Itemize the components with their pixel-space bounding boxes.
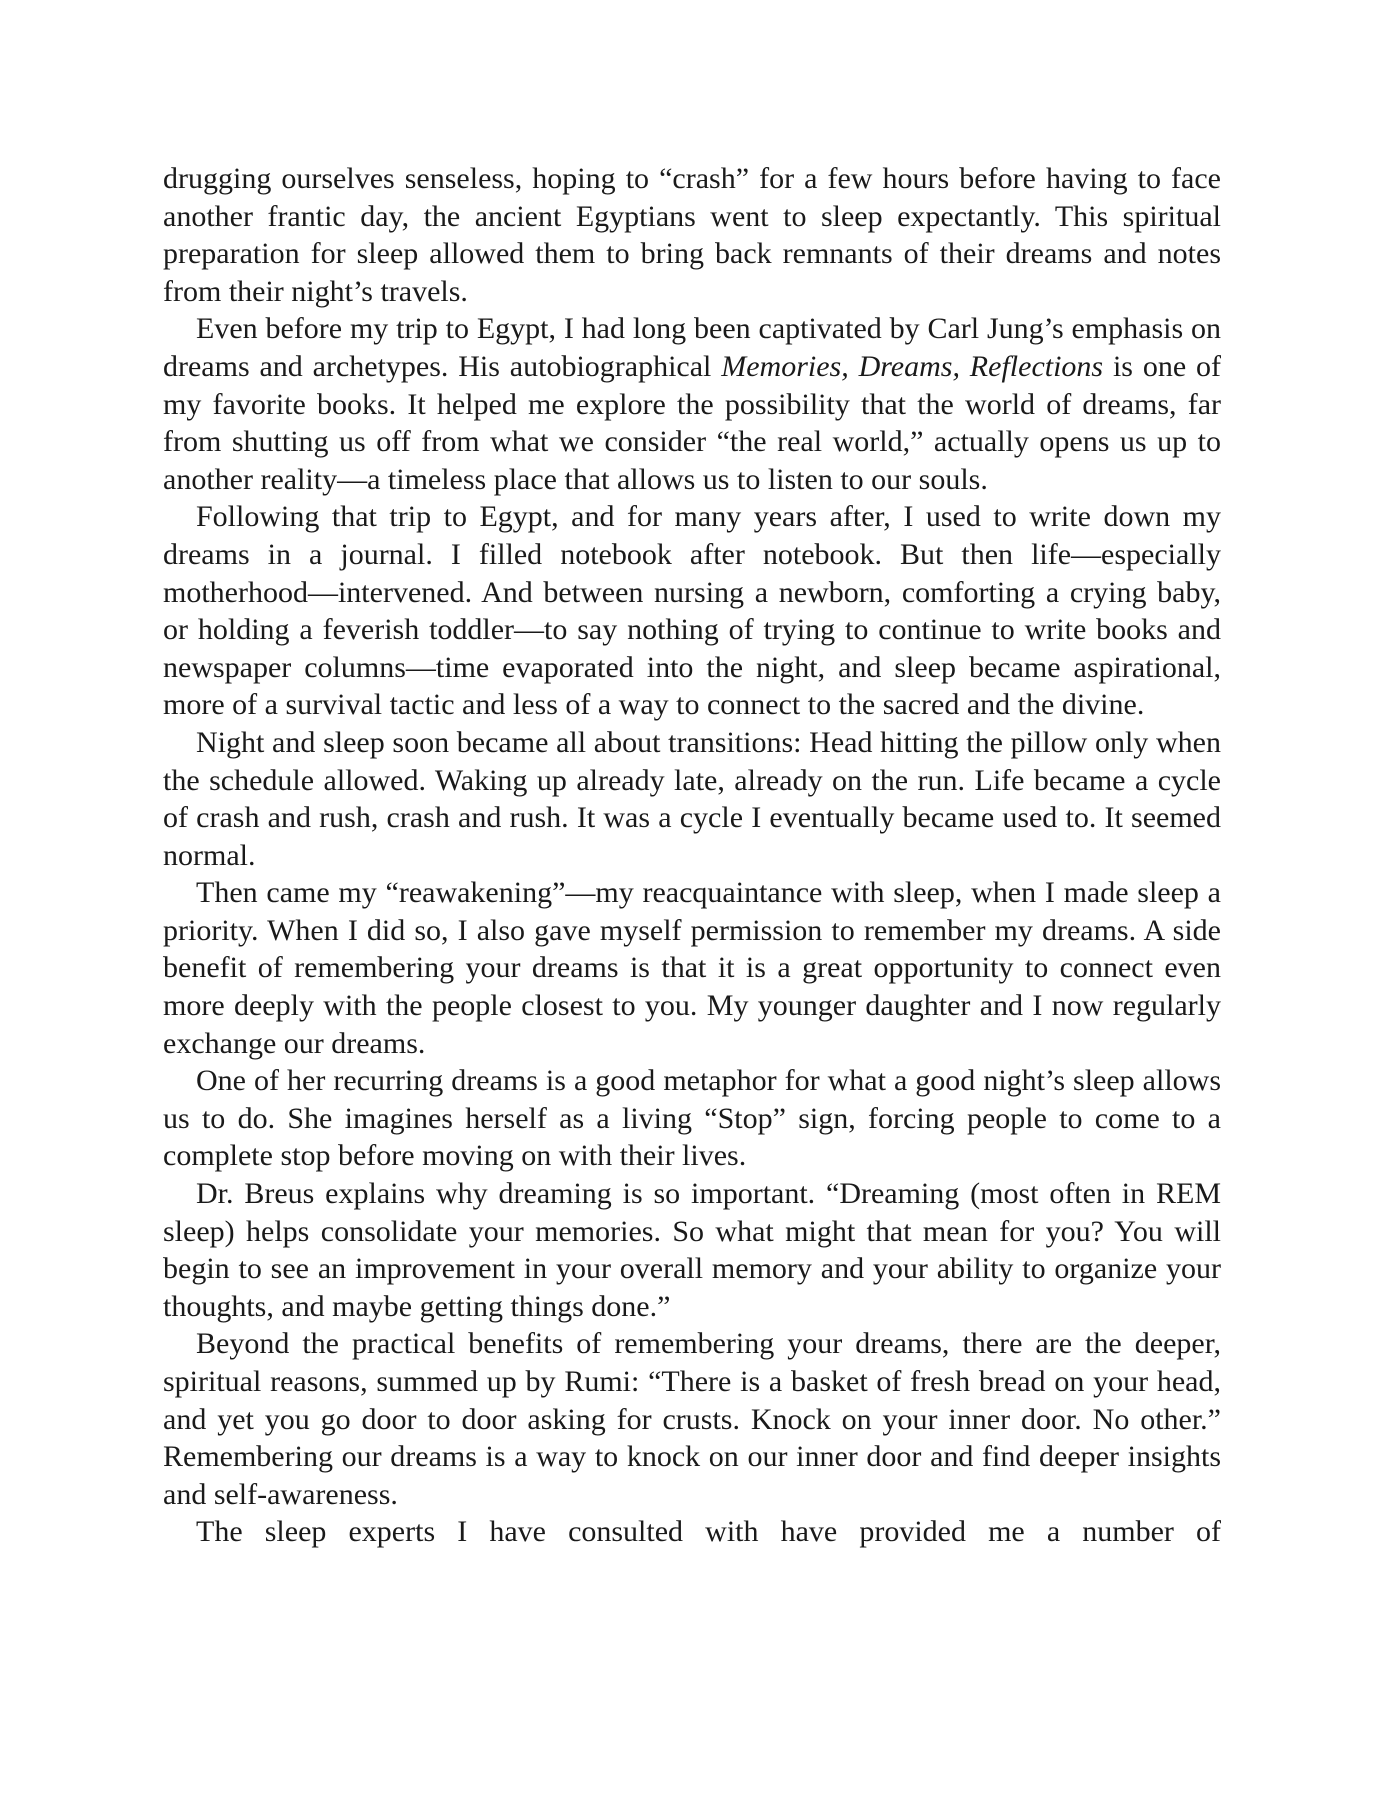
- book-title-memories-dreams-reflections: Memories, Dreams, Reflections: [721, 349, 1104, 383]
- book-page-body: [163, 160, 1221, 1551]
- paragraph-jung-before: Even before my trip to Egypt, I had long been captivated by Carl Jung’s emphasis on dreams and archetypes. His autobiographical: [163, 312, 1221, 383]
- paragraph-continuation: drugging ourselves senseless, hoping to “crash” for a few hours before having to face another frantic day, the ancient Egyptians went to sleep expectantly. This spiritual preparation for sleep allowed them to bring back remnants of their dreams and notes from their night’s travels.: [163, 162, 1221, 308]
- paragraph-journal: Following that trip to Egypt, and for many years after, I used to write down my dreams in a journal. I filled notebook after notebook. But then life—especially motherhood—intervened. And between nursing a newborn, comforting a crying baby, or holding a feverish toddler—to say nothing of trying to continue to write books and newspaper columns—time evaporated into the night, and sleep became aspirational, more of a survival tactic and less of a way to connect to the sacred and the divine.: [163, 500, 1221, 722]
- paragraph-transitions: Night and sleep soon became all about transitions: Head hitting the pillow only when the schedule allowed. Waking up already late, already on the run. Life became a cycle of crash and rush, crash and rush. It was a cycle I eventually became used to. It seemed normal.: [163, 725, 1221, 872]
- paragraph-sleep-experts: The sleep experts I have consulted with have provided me a number of: [196, 1515, 1221, 1549]
- paragraph-reawakening: Then came my “reawakening”—my reacquaintance with sleep, when I made sleep a priority. When I did so, I also gave myself permission to remember my dreams. A side benefit of remembering your dreams is that it is a great opportunity to connect even more deeply with the people closest to you. My younger daughter and I now regularly exchange our dreams.: [163, 876, 1221, 1060]
- paragraph-jung-after: is one of my favorite books. It helped me explore the possibility that the world of dreams, far from shutting us off from what we consider “the real world,” actually opens us up to another reality—a timeless place that allows us to listen to our souls.: [163, 349, 1221, 496]
- paragraph-dr-breus: Dr. Breus explains why dreaming is so important. “Dreaming (most often in REM sleep) helps consolidate your memories. So what might that mean for you? You will begin to see an improvement in your overall memory and your ability to organize your thoughts, and maybe getting things done.”: [163, 1177, 1221, 1323]
- paragraph-jung: [163, 310, 1221, 498]
- paragraph-recurring-dream: One of her recurring dreams is a good metaphor for what a good night’s sleep allows us to do. She imagines herself as a living “Stop” sign, forcing people to come to a complete stop before moving on with their lives.: [163, 1064, 1221, 1173]
- paragraph-rumi: Beyond the practical benefits of remembering your dreams, there are the deeper, spiritual reasons, summed up by Rumi: “There is a basket of fresh bread on your head, and yet you go door to door asking for crusts. Knock on your inner door. No other.” Remembering our dreams is a way to knock on our inner door and find deeper insights and self-awareness.: [163, 1327, 1221, 1511]
